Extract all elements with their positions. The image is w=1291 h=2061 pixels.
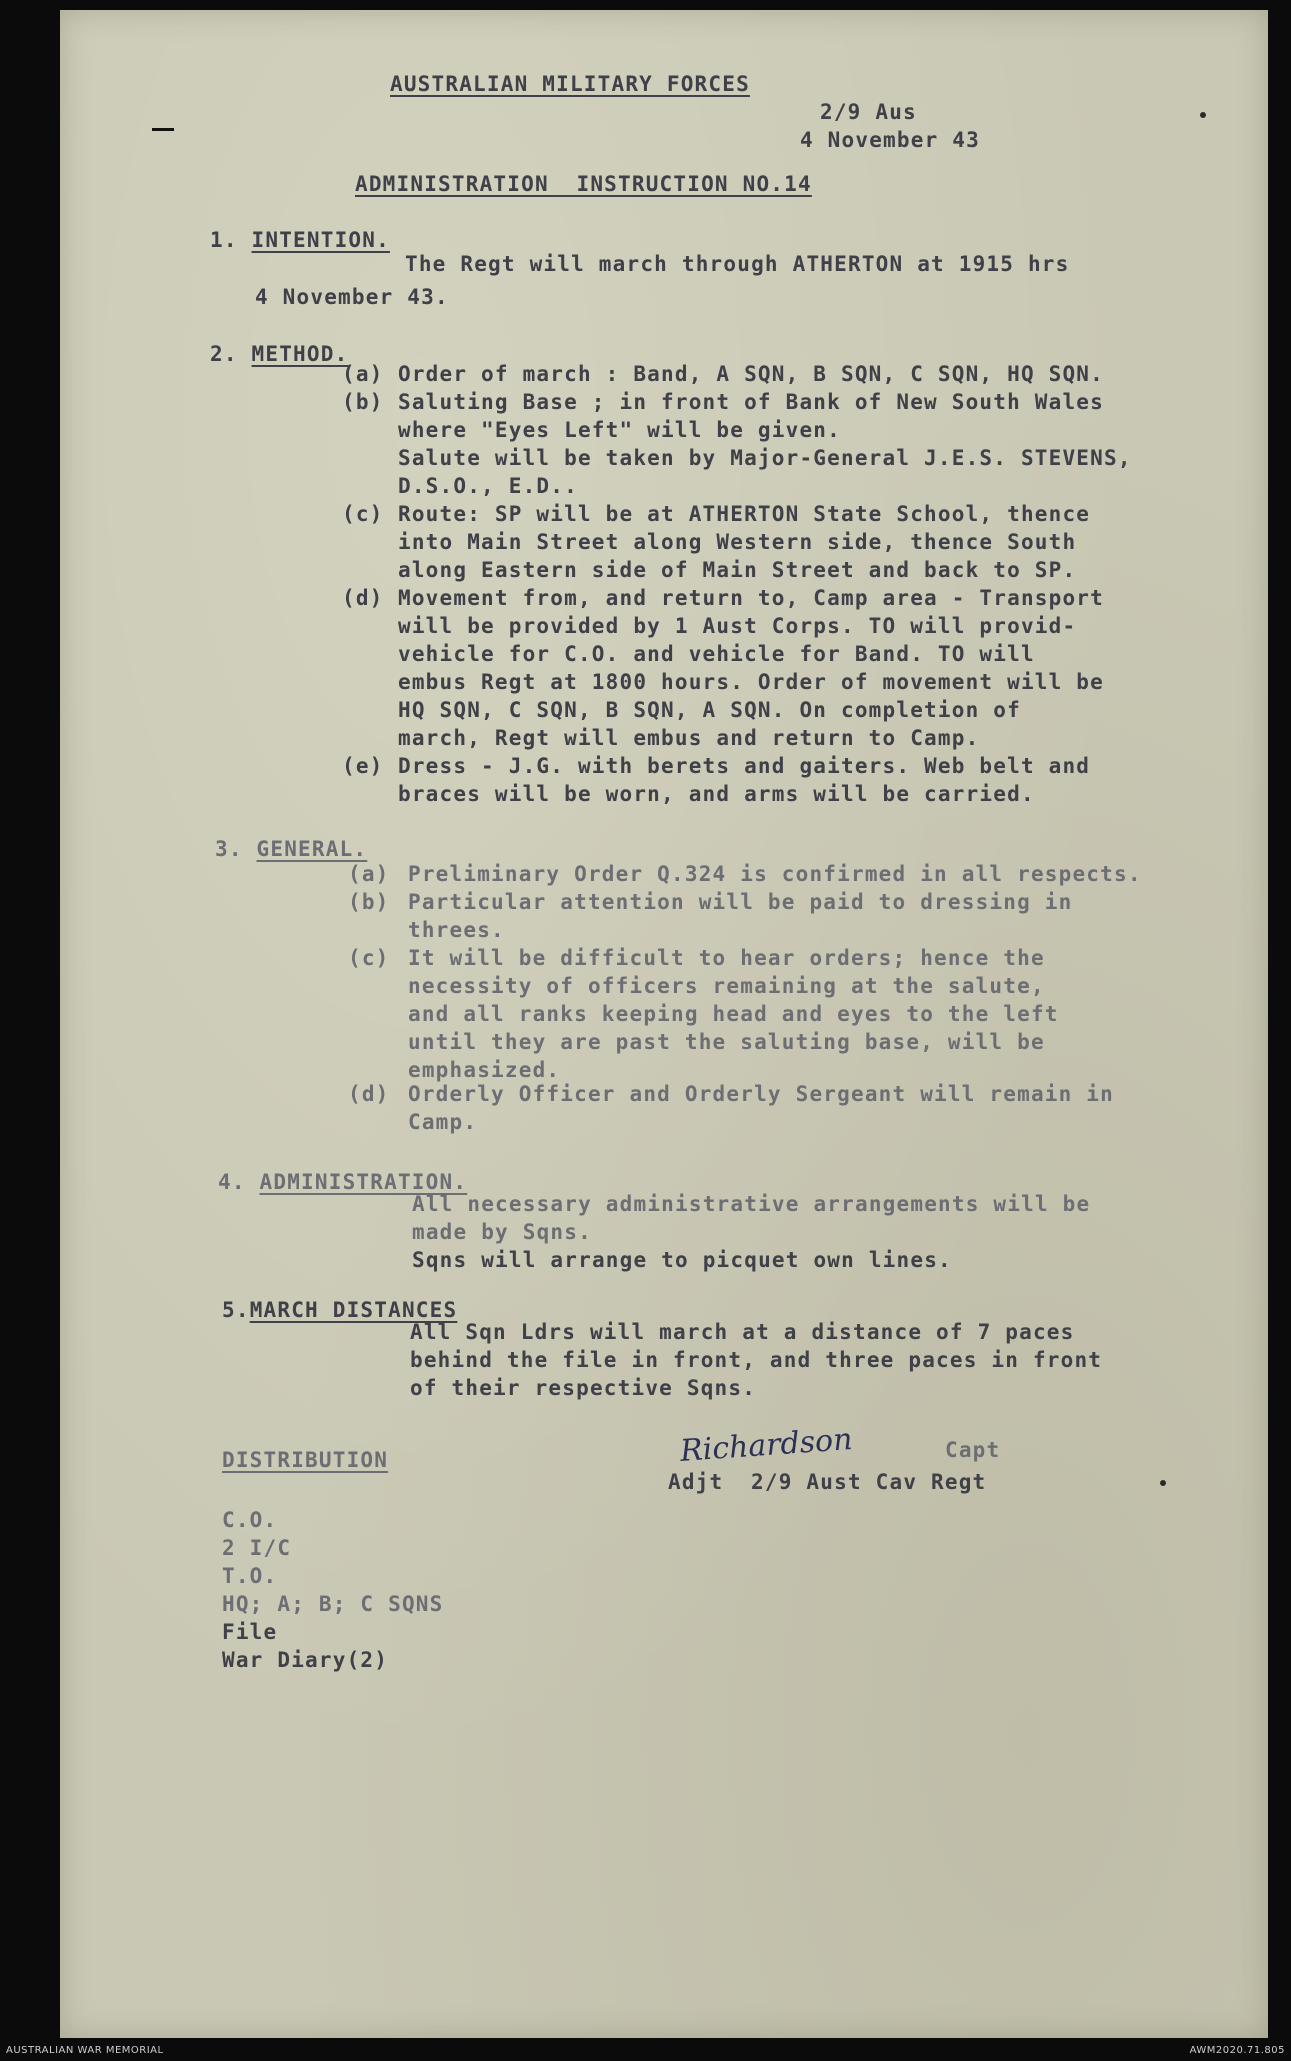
- general-item-line: necessity of officers remaining at the salute,: [408, 974, 1045, 998]
- method-item-line: vehicle for C.O. and vehicle for Band. TO will: [398, 642, 1035, 666]
- method-item-line: Route: SP will be at ATHERTON State School, thence: [398, 502, 1091, 526]
- march-distances-line: of their respective Sqns.: [410, 1376, 757, 1400]
- method-item-line: along Eastern side of Main Street and back to SP.: [398, 558, 1077, 582]
- distribution-recipient: 2 I/C: [222, 1536, 292, 1560]
- march-distances-line: All Sqn Ldrs will march at a distance of 7 paces: [410, 1320, 1075, 1344]
- method-item-line: Order of march : Band, A SQN, B SQN, C SQN, HQ SQN.: [398, 362, 1104, 386]
- method-item-mark: (d): [342, 586, 384, 610]
- document-date: 4 November 43: [800, 128, 980, 152]
- unit-designation: 2/9 Aus: [820, 100, 917, 124]
- method-item-line: braces will be worn, and arms will be carried.: [398, 782, 1035, 806]
- general-heading: GENERAL.: [256, 837, 368, 861]
- administration-heading: ADMINISTRATION.: [259, 1170, 468, 1194]
- general-item-line: until they are past the saluting base, will be: [408, 1030, 1045, 1054]
- general-item-mark: (a): [348, 862, 390, 886]
- administration-line: Sqns will arrange to picquet own lines.: [412, 1248, 952, 1272]
- general-item-line: Orderly Officer and Orderly Sergeant will remain in: [408, 1082, 1114, 1106]
- distribution-heading: DISTRIBUTION: [222, 1448, 389, 1472]
- method-item-mark: (a): [342, 362, 384, 386]
- method-item-mark: (c): [342, 502, 384, 526]
- method-item-mark: (b): [342, 390, 384, 414]
- section-number-4: 4. ADMINISTRATION.: [218, 1170, 468, 1194]
- general-item-line: Camp.: [408, 1110, 478, 1134]
- general-item-line: emphasized.: [408, 1058, 561, 1082]
- administration-line: made by Sqns.: [412, 1220, 592, 1244]
- section-number-1: 1. INTENTION.: [210, 228, 390, 252]
- handwritten-signature: Richardson: [678, 1422, 854, 1469]
- distribution-recipient: File: [222, 1620, 278, 1644]
- general-item-mark: (d): [348, 1082, 390, 1106]
- section-number-3: 3. GENERAL.: [215, 837, 368, 861]
- method-item-line: Salute will be taken by Major-General J.E.S. STEVENS,: [398, 446, 1132, 470]
- distribution-recipient: HQ; A; B; C SQNS: [222, 1592, 444, 1616]
- method-item-line: HQ SQN, C SQN, B SQN, A SQN. On completion of: [398, 698, 1021, 722]
- general-item-line: Particular attention will be paid to dressing in: [408, 890, 1073, 914]
- force-heading: AUSTRALIAN MILITARY FORCES: [390, 72, 750, 96]
- margin-mark: [152, 128, 174, 131]
- method-item-line: D.S.O., E.D..: [398, 474, 578, 498]
- signature-rank: Capt: [945, 1438, 1001, 1462]
- intention-line: 4 November 43.: [255, 285, 449, 309]
- method-item-line: where "Eyes Left" will be given.: [398, 418, 841, 442]
- method-item-line: march, Regt will embus and return to Camp.: [398, 726, 980, 750]
- distribution-recipient: T.O.: [222, 1564, 278, 1588]
- method-item-line: Saluting Base ; in front of Bank of New South Wales: [398, 390, 1104, 414]
- general-item-line: It will be difficult to hear orders; hence the: [408, 946, 1045, 970]
- distribution-recipient: C.O.: [222, 1508, 278, 1532]
- document-title: ADMINISTRATION INSTRUCTION NO.14: [355, 172, 812, 196]
- method-item-line: into Main Street along Western side, thence South: [398, 530, 1077, 554]
- section-number-2: 2. METHOD.: [210, 342, 349, 366]
- footer-accession-number: AWM2020.71.805: [1189, 2045, 1285, 2056]
- intention-heading: INTENTION.: [251, 228, 390, 252]
- general-item-line: and all ranks keeping head and eyes to the left: [408, 1002, 1059, 1026]
- intention-line: The Regt will march through ATHERTON at 1915 hrs: [405, 252, 1070, 276]
- method-item-line: will be provided by 1 Aust Corps. TO will provid-: [398, 614, 1077, 638]
- general-item-mark: (c): [348, 946, 390, 970]
- signature-appointment: Adjt 2/9 Aust Cav Regt: [668, 1470, 987, 1494]
- march-distances-heading: MARCH DISTANCES: [249, 1298, 458, 1322]
- method-heading: METHOD.: [251, 342, 349, 366]
- administration-line: All necessary administrative arrangements will be: [412, 1192, 1091, 1216]
- method-item-mark: (e): [342, 754, 384, 778]
- method-item-line: embus Regt at 1800 hours. Order of movement will be: [398, 670, 1104, 694]
- march-distances-line: behind the file in front, and three paces in front: [410, 1348, 1103, 1372]
- general-item-mark: (b): [348, 890, 390, 914]
- distribution-recipient: War Diary(2): [222, 1648, 389, 1672]
- method-item-line: Movement from, and return to, Camp area - Transport: [398, 586, 1104, 610]
- section-number-5: 5.MARCH DISTANCES: [222, 1298, 458, 1322]
- general-item-line: Preliminary Order Q.324 is confirmed in all respects.: [408, 862, 1142, 886]
- footer-credit: AUSTRALIAN WAR MEMORIAL: [6, 2045, 164, 2056]
- method-item-line: Dress - J.G. with berets and gaiters. Web belt and: [398, 754, 1091, 778]
- general-item-line: threes.: [408, 918, 505, 942]
